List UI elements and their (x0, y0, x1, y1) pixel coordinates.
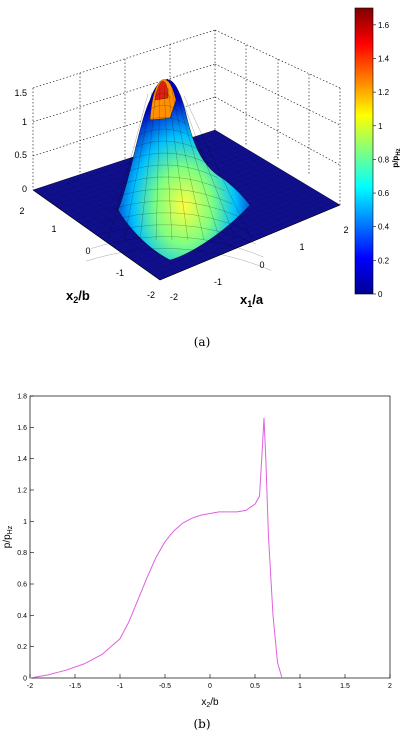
colorbar-tick-label: 1.6 (378, 20, 390, 30)
x1-tick-label: -2 (169, 292, 179, 302)
y-axis-title: $p/p_{Hz}$ (2, 525, 14, 549)
colorbar (355, 8, 402, 299)
z-tick-label: 1.5 (14, 88, 27, 98)
z-axis (14, 88, 27, 194)
x2-tick-label: 2 (19, 206, 25, 216)
colorbar-tick-label: 1.2 (378, 88, 390, 98)
x2-tick-label: 0 (85, 246, 91, 256)
line-plot (0, 380, 404, 710)
y-tick-label: 1.4 (17, 456, 27, 464)
colorbar-tick-label: 0.6 (378, 189, 390, 199)
y-tick-label: 0.2 (17, 644, 27, 652)
x1-tick-label: 1 (299, 242, 305, 252)
x-tick-label: -1 (116, 683, 124, 690)
colorbar-tick-label: 1.4 (378, 54, 390, 64)
z-tick-label: 0.5 (14, 150, 27, 160)
y-tick-label: 1.8 (17, 393, 27, 401)
x-tick-label: 1.5 (340, 683, 350, 690)
plot-frame (30, 396, 390, 678)
x1-tick-label: -1 (213, 277, 223, 287)
colorbar-label: $p/p_{Hz}$ (391, 148, 402, 168)
y-tick-label: 1.2 (17, 487, 27, 495)
surface-peak-top (155, 81, 168, 100)
x2-tick-label: 1 (51, 224, 57, 234)
caption-b: (b) (193, 717, 211, 731)
x2-axis-title: $x_2/b$ (66, 288, 90, 305)
x-tick-label: 2 (388, 683, 392, 690)
colorbar-tick-label: 0.2 (378, 256, 390, 266)
colorbar-tick-label: 0.4 (378, 222, 390, 232)
z-tick-label: 0 (21, 184, 27, 194)
y-tick-label: 0 (23, 675, 27, 683)
x-tick-label: 1 (298, 683, 302, 690)
colorbar-tick-label: 1 (378, 121, 383, 131)
colorbar-tick-label: 0 (378, 290, 383, 299)
x-axis-title: $x_2/b$ (201, 697, 219, 709)
y-tick-label: 1 (23, 518, 27, 526)
x-tick-label: 0.5 (250, 683, 260, 690)
x1-tick-label: 2 (343, 225, 349, 235)
y-tick-label: 1.6 (17, 424, 27, 432)
y-tick-label: 0.6 (17, 581, 27, 589)
x1-tick-label: 0 (259, 260, 265, 270)
x2-tick-label: -2 (146, 290, 156, 300)
x-tick-label: -0.5 (158, 683, 172, 690)
y-tick-label: 0.8 (17, 550, 27, 558)
y-tick-label: 0.4 (17, 612, 27, 620)
x-tick-label: -1.5 (68, 683, 82, 690)
surface-plot (0, 0, 404, 309)
x2-tick-label: -1 (115, 268, 125, 278)
x-tick-label: 0 (208, 683, 212, 690)
x-tick-label: -2 (26, 683, 34, 690)
colorbar-gradient (355, 8, 373, 294)
x1-axis-title: $x_1/a$ (240, 292, 264, 309)
caption-a: (a) (193, 335, 211, 349)
z-tick-label: 1 (21, 117, 27, 127)
colorbar-tick-label: 0.8 (378, 155, 390, 165)
